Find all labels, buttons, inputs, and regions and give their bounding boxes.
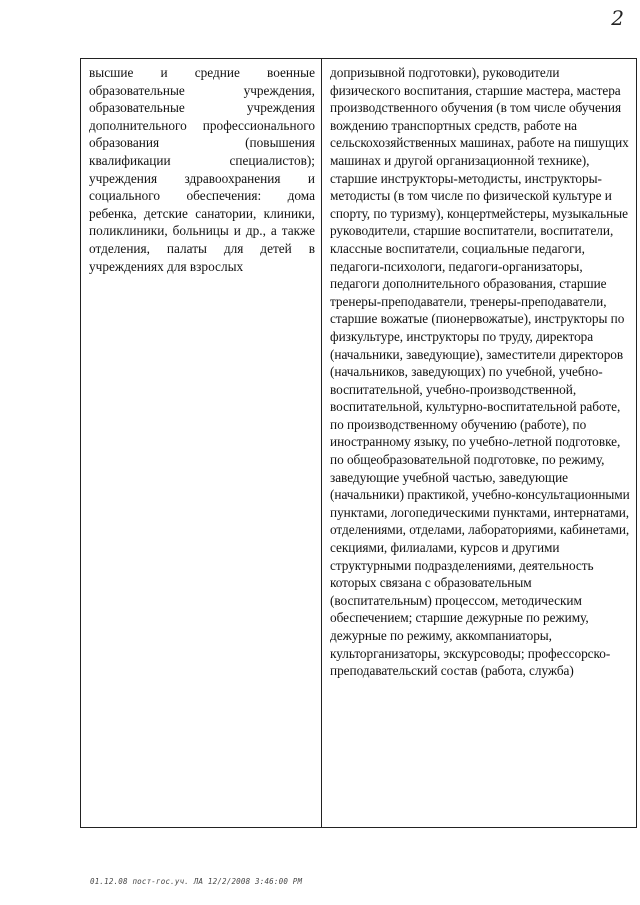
institutions-text: высшие и средние военные образовательные учреждения, образовательные учреждения дополнительного профессионального образования (повышения квалификации специалистов); учреждения здравоохранения и социального обеспечения: дома ребенка, детские санатории, клиники, поликлиники, больницы и др., а также отделения, палаты для детей в учреждениях для взрослых	[89, 65, 315, 274]
institutions-cell	[81, 59, 322, 828]
positions-cell	[322, 59, 637, 828]
page-number: 2	[611, 6, 624, 30]
positions-text: допризывной подготовки), руководители физического воспитания, старшие мастера, мастера производственного обучения (в том числе обучения вождению транспортных средств, работе на сельскохозяйственных машинах, работе на пишущих машинах и другой организационной технике), старшие инструкторы-методисты, инструкторы-методисты (в том числе по физической культуре и спорту, по туризму), концертмейстеры, музыкальные руководители, старшие воспитатели, воспитатели, классные воспитатели, социальные педагоги, педагоги-психологи, педагоги-организаторы, педагоги дополнительного образования, старшие тренеры-преподаватели, тренеры-преподаватели, старшие вожатые (пионервожатые), инструкторы по физкультуре, инструкторы по труду, директора (начальники, заведующие), заместители директоров (начальников, заведующих) по учебной, учебно-воспитательной, учебно-производственной, воспитательной, культурно-воспитательной работе, по производственному обучению (работе), по иностранному языку, по учебно-летной подготовке, по общеобразовательной подготовке, по режиму, заведующие учебной частью, заведующие (начальники) практикой, учебно-консультационными пунктами, логопедическими пунктами, интернатами, отделениями, отделами, лабораториями, кабинетами, секциями, филиалами, курсов и другими структурными подразделениями, деятельность которых связана с образовательным (воспитательным) процессом, методическим обеспечением; старшие дежурные по режиму, дежурные по режиму, аккомпаниаторы, культорганизаторы, экскурсоводы; профессорско-преподавательский состав (работа, служба)	[330, 65, 630, 679]
footer-stamp: 01.12.08 пост-гос.уч. ЛА 12/2/2008 3:46:00 PM	[90, 877, 303, 886]
table-row	[81, 59, 637, 828]
positions-table	[80, 58, 637, 828]
